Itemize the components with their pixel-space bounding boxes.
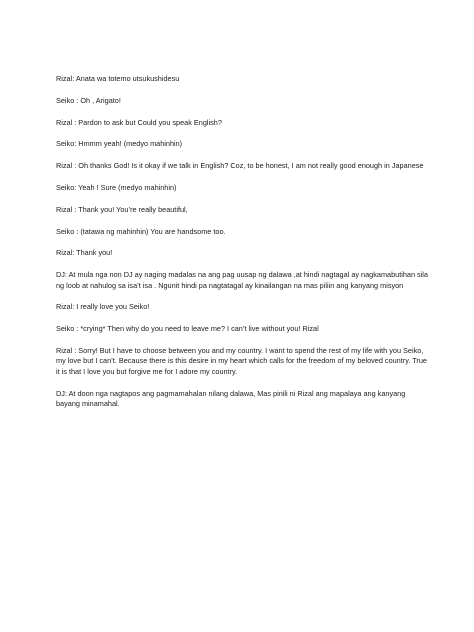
dialogue-line: Rizal: I really love you Seiko! <box>56 302 150 312</box>
dialogue-line: Seiko: Hmmm yeah! (medyo mahinhin) <box>56 139 183 149</box>
document-page <box>56 74 428 421</box>
dialogue-line: Seiko : Oh , Arigato! <box>56 95 121 105</box>
dialogue-line: Rizal : Oh thanks God! Is it okay if we talk in English? Coz, to be honest, I am not really good enough in Japanese <box>56 161 424 171</box>
narration-line: DJ: At doon nga nagtapos ang pagmamahalan nilang dalawa, Mas pinili ni Rizal ang mapalaya ang kanyang bayang minamahal. <box>56 388 406 408</box>
narration-line: DJ: At mula nga non DJ ay naging madalas na ang pag uusap ng dalawa ,at hindi nagtagal ay nagkamabutihan sila ng loob at nahulog sa isa’t isa . Ngunit hindi pa nagtatagal ay kinailangan na mas piliin ang kanyang misyon <box>56 270 428 290</box>
dialogue-line: Seiko : (tatawa ng mahinhin) You are handsome too. <box>56 226 226 236</box>
dialogue-line: Rizal : Sorry! But I have to choose between you and my country. I want to spend the rest of my life with you Seiko, my love but I can’t. Because there is this desire in my heart which calls for the freedom of my beloved country. True it is that I love you but forgive me for I adore my country. <box>56 345 427 376</box>
dialogue-line: Rizal: Thank you! <box>56 248 113 258</box>
dialogue-line: Rizal : Thank you! You’re really beautiful, <box>56 204 188 214</box>
dialogue-line: Rizal: Anata wa totemo utsukushidesu <box>56 74 180 83</box>
dialogue-line: Seiko : *crying* Then why do you need to leave me? I can’t live without you! Rizal <box>56 324 319 334</box>
dialogue-line: Seiko: Yeah ! Sure (medyo mahinhin) <box>56 182 177 192</box>
dialogue-line: Rizal : Pardon to ask but Could you speak English? <box>56 117 222 127</box>
